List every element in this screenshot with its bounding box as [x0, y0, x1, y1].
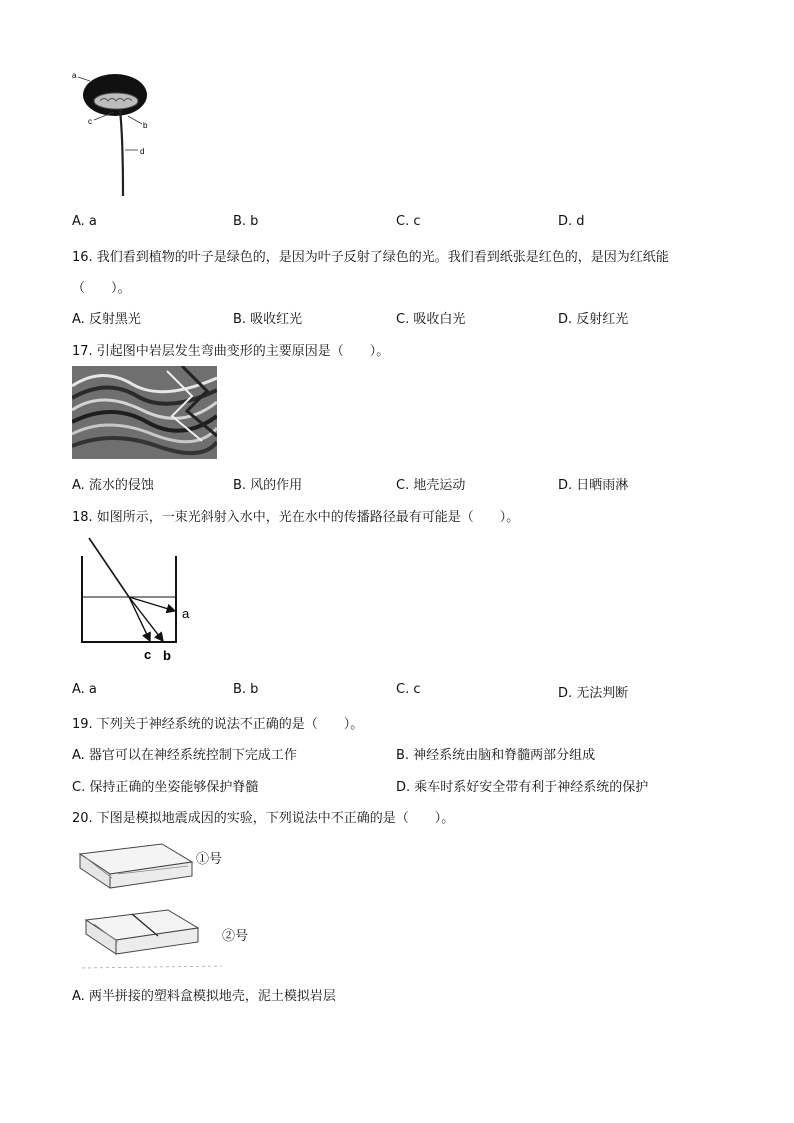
label-c: c — [88, 117, 92, 126]
label-b: b — [163, 648, 171, 663]
label-a: a — [182, 606, 190, 621]
box2-label: ②号 — [222, 928, 249, 943]
q19-stem: 19. 下列关于神经系统的说法不正确的是（ ）。 — [72, 717, 364, 732]
ray-b — [129, 597, 163, 641]
q15-option-b[interactable]: B. b — [233, 214, 259, 229]
q15-option-a[interactable]: A. a — [72, 214, 97, 229]
label-a: a — [72, 71, 77, 80]
spinal-cord — [120, 110, 123, 196]
q19-option-b[interactable]: B. 神经系统由脑和脊髓两部分组成 — [396, 748, 596, 763]
label-c: c — [144, 647, 152, 662]
q18-stem: 18. 如图所示，一束光斜射入水中，光在水中的传播路径最有可能是（ ）。 — [72, 510, 520, 525]
q19-option-c[interactable]: C. 保持正确的坐姿能够保护脊髓 — [72, 780, 259, 795]
q18-option-a[interactable]: A. a — [72, 682, 97, 697]
light-refraction-figure — [72, 534, 202, 664]
label-d: d — [140, 147, 145, 156]
q20-stem: 20. 下图是模拟地震成因的实验，下列说法中不正确的是（ ）。 — [72, 811, 455, 826]
q18-option-d[interactable]: D. 无法判断 — [558, 686, 629, 701]
q17-option-c[interactable]: C. 地壳运动 — [396, 478, 466, 493]
earthquake-experiment-figure — [72, 836, 262, 972]
q18-option-b[interactable]: B. b — [233, 682, 259, 697]
box1-label: ①号 — [196, 851, 223, 866]
q16-stem-continued: （ ）。 — [72, 281, 131, 296]
incident-ray — [89, 538, 129, 597]
q18-option-c[interactable]: C. c — [396, 682, 421, 697]
q17-option-d[interactable]: D. 日晒雨淋 — [558, 478, 629, 493]
q19-option-a[interactable]: A. 器官可以在神经系统控制下完成工作 — [72, 748, 297, 763]
q16-option-c[interactable]: C. 吸收白光 — [396, 312, 466, 327]
ray-a — [129, 597, 175, 611]
q16-option-b[interactable]: B. 吸收红光 — [233, 312, 303, 327]
brain-spinal-cord-figure — [68, 68, 168, 200]
q15-option-c[interactable]: C. c — [396, 214, 421, 229]
q17-stem: 17. 引起图中岩层发生弯曲变形的主要原因是（ ）。 — [72, 344, 390, 359]
q16-stem: 16. 我们看到植物的叶子是绿色的，是因为叶子反射了绿色的光。我们看到纸张是红色的，是因为红纸能 — [72, 250, 669, 265]
water-container — [82, 556, 176, 642]
q20-option-a[interactable]: A. 两半拼接的塑料盒模拟地壳，泥土模拟岩层 — [72, 989, 336, 1004]
label-b: b — [143, 121, 148, 130]
folded-rock-layers-photo — [72, 366, 217, 459]
q16-option-d[interactable]: D. 反射红光 — [558, 312, 629, 327]
q16-option-a[interactable]: A. 反射黑光 — [72, 312, 141, 327]
q19-option-d[interactable]: D. 乘车时系好安全带有利于神经系统的保护 — [396, 780, 649, 795]
q15-option-d[interactable]: D. d — [558, 214, 585, 229]
q17-option-a[interactable]: A. 流水的侵蚀 — [72, 478, 154, 493]
q17-option-b[interactable]: B. 风的作用 — [233, 478, 303, 493]
